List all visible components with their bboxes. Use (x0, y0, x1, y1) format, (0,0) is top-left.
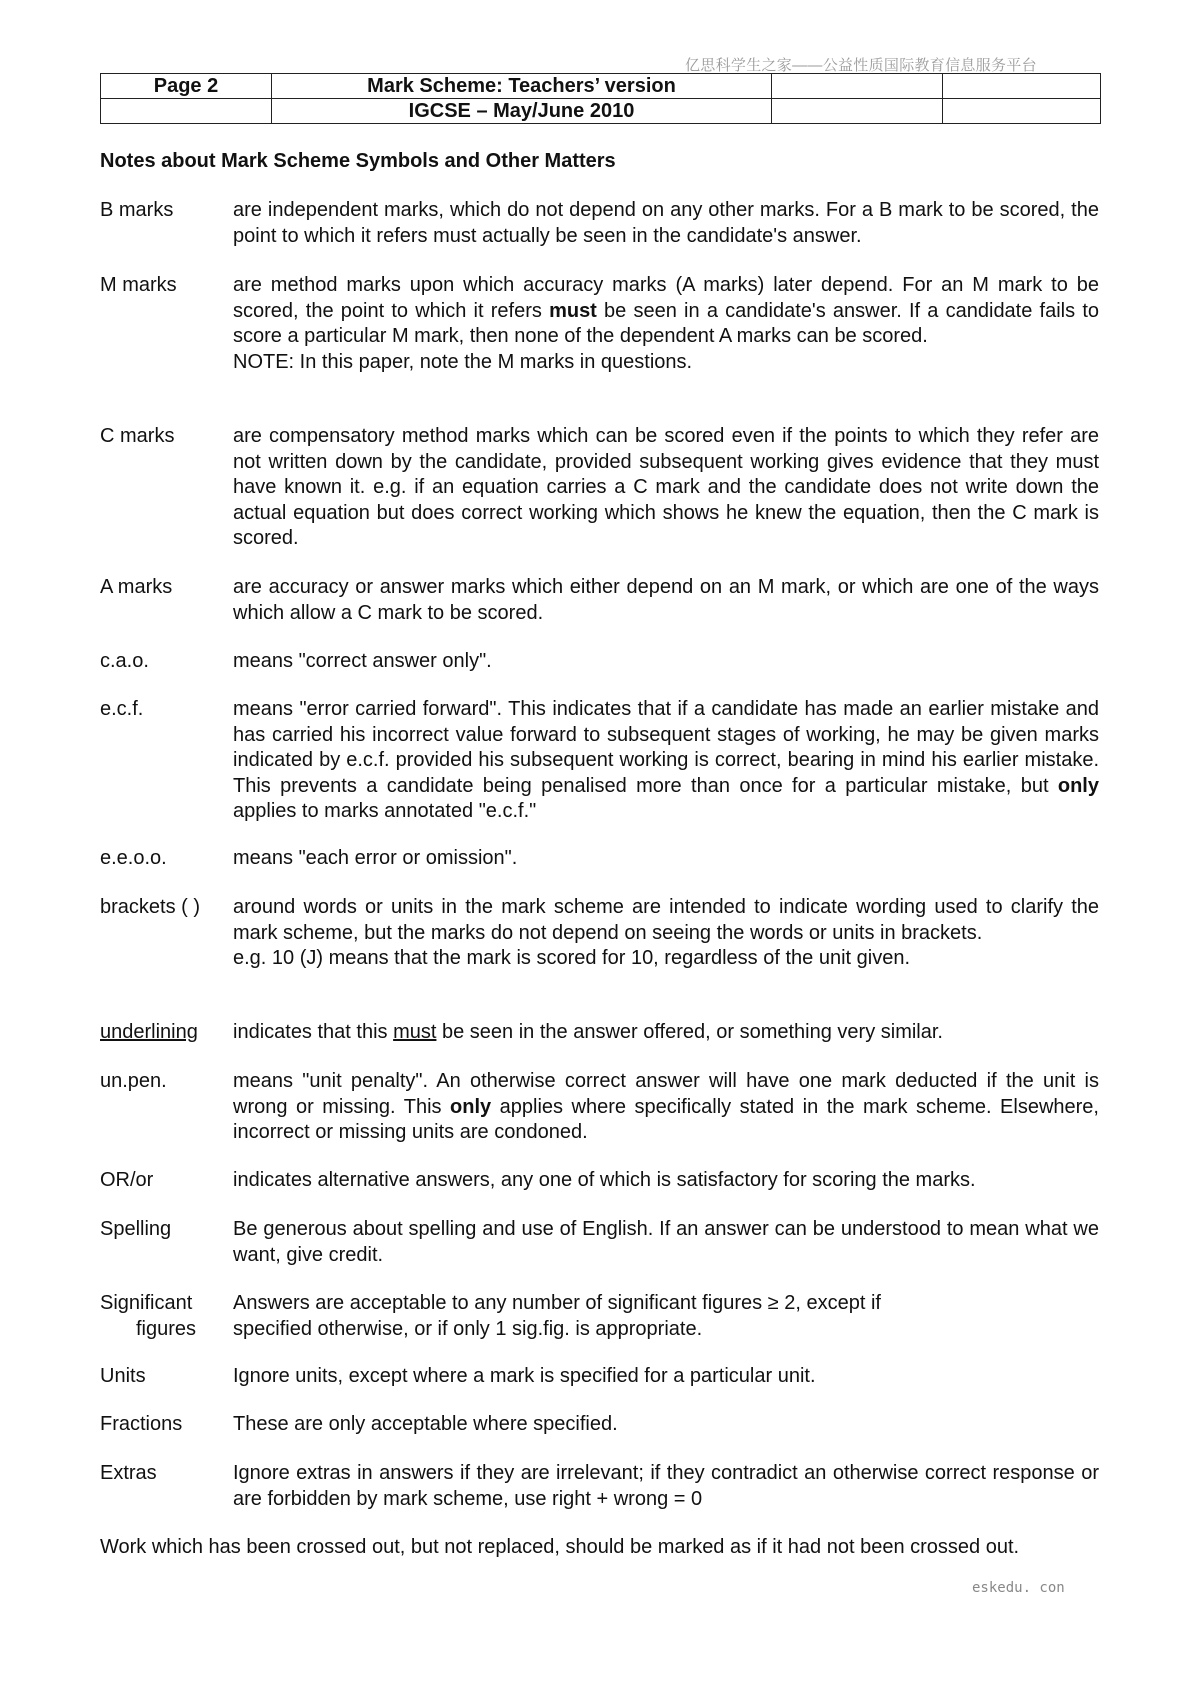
text-run: applies to marks annotated "e.c.f." (233, 800, 537, 822)
entry-definition (233, 273, 1099, 375)
entry-eeoo (100, 846, 1099, 872)
text-run: be seen in the answer offered, or something very similar. (436, 1021, 943, 1043)
entry-term: un.pen. (100, 1070, 167, 1092)
text-run: applies where specifically stated in the mark scheme. Elsewhere, incorrect or missing units are condoned. (233, 1095, 1099, 1143)
entry-cao (100, 649, 1099, 675)
text-run: means "error carried forward". This indicates that if a candidate has made an earlier mistake and has carried his incorrect value forward to subsequent stages of working, he may be given marks indicated by e.c.f. provided his subsequent working is correct, bearing in mind his earlier mistake. This prevents a candidate being penalised more than once for a particular mistake, but (233, 698, 1099, 797)
entry-definition: Ignore units, except where a mark is specified for a particular unit. (233, 1365, 816, 1387)
entry-definition: means "each error or omission". (233, 847, 518, 869)
header-empty-cell (943, 74, 1101, 99)
entry-ecf (100, 697, 1099, 825)
entry-brackets (100, 895, 1099, 972)
entry-term: Fractions (100, 1413, 183, 1435)
watermark-top: 亿思科学生之家——公益性质国际教育信息服务平台 (685, 57, 1037, 74)
header-page: Page 2 (101, 74, 272, 99)
text-run: means "unit penalty". An otherwise correct answer will have one mark deducted if the unit is wrong or missing. This (233, 1070, 1099, 1118)
entry-m-marks (100, 273, 1099, 375)
entry-example: e.g. 10 (J) means that the mark is scored for 10, regardless of the unit given. (233, 947, 911, 969)
entry-note: NOTE: In this paper, note the M marks in questions. (233, 350, 693, 373)
entry-definition (233, 895, 1099, 972)
section-title: Notes about Mark Scheme Symbols and Other Matters (100, 150, 616, 172)
entry-a-marks (100, 575, 1099, 626)
entry-term: Units (100, 1365, 146, 1387)
term-line: figures (136, 1317, 197, 1340)
header-session: IGCSE – May/June 2010 (272, 99, 772, 124)
entry-spelling (100, 1217, 1099, 1268)
entry-b-marks (100, 198, 1099, 249)
entry-term: c.a.o. (100, 650, 149, 672)
entry-definition: indicates alternative answers, any one of which is satisfactory for scoring the marks. (233, 1169, 976, 1191)
entry-underlining (100, 1020, 1099, 1046)
entry-extras (100, 1461, 1099, 1512)
entry-fractions (100, 1412, 1099, 1438)
underlined-text: must (393, 1021, 437, 1043)
header-table (100, 73, 1101, 124)
entry-unpen (100, 1069, 1099, 1146)
entry-c-marks (100, 424, 1099, 552)
bold-text: only (1057, 774, 1099, 797)
entry-definition (233, 1069, 1099, 1146)
watermark-bottom: eskedu. con (972, 1580, 1065, 1596)
text-run: be seen in a candidate's answer. If a candidate fails to score a particular M mark, then none of the dependent A marks can be scored. (233, 299, 1099, 347)
entry-definition: These are only acceptable where specified. (233, 1413, 618, 1435)
entry-term: C marks (100, 425, 175, 447)
entry-term (100, 1291, 230, 1342)
bold-text: must (549, 299, 597, 322)
text-run: Answers are acceptable to any number of significant figures ≥ 2, except if (233, 1292, 881, 1314)
text-run: indicates that this (233, 1021, 394, 1043)
entry-definition (233, 1291, 1099, 1342)
term-line: Significant (100, 1292, 193, 1314)
entry-term: B marks (100, 199, 174, 221)
closing-note: Work which has been crossed out, but not replaced, should be marked as if it had not been crossed out. (100, 1536, 1020, 1558)
entry-term: Extras (100, 1462, 157, 1484)
text-run: around words or units in the mark scheme are intended to indicate wording used to clarify the mark scheme, but the marks do not depend on seeing the words or units in brackets. (233, 896, 1099, 944)
entry-term: underlining (100, 1021, 198, 1043)
header-empty-cell (101, 99, 272, 124)
header-empty-cell (772, 99, 943, 124)
header-title: Mark Scheme: Teachers’ version (272, 74, 772, 99)
entry-definition (233, 1020, 1099, 1046)
entry-definition: Ignore extras in answers if they are irrelevant; if they contradict an otherwise correct response or are forbidden by mark scheme, use right + wrong = 0 (233, 1462, 1099, 1510)
entry-definition: are accuracy or answer marks which either depend on an M mark, or which are one of the ways which allow a C mark to be scored. (233, 576, 1099, 624)
entry-definition: means "correct answer only". (233, 650, 492, 672)
header-empty-cell (772, 74, 943, 99)
entry-significant-figures (100, 1291, 1099, 1342)
bold-text: only (450, 1095, 492, 1118)
text-run: are method marks upon which accuracy marks (A marks) later depend. For an M mark to be scored, the point to which it refers (233, 274, 1099, 322)
entry-term: e.e.o.o. (100, 847, 167, 869)
entry-definition (233, 697, 1099, 825)
header-empty-cell (943, 99, 1101, 124)
entry-units (100, 1364, 1099, 1390)
entry-term: OR/or (100, 1169, 154, 1191)
entry-term: M marks (100, 274, 177, 296)
entry-term: brackets ( ) (100, 896, 201, 918)
entry-term: A marks (100, 576, 173, 598)
entry-term: Spelling (100, 1218, 172, 1240)
entry-definition: Be generous about spelling and use of English. If an answer can be understood to mean what we want, give credit. (233, 1218, 1099, 1266)
entry-definition: are compensatory method marks which can be scored even if the points to which they refer are not written down by the candidate, provided subsequent working gives evidence that they must have known it. e.g. if an equation carries a C mark and the candidate does not write down the actual equation but does correct working which shows he knew the equation, then the C mark is scored. (233, 425, 1099, 549)
entry-definition: are independent marks, which do not depend on any other marks. For a B mark to be scored, the point to which it refers must actually be seen in the candidate's answer. (233, 199, 1099, 247)
entry-term: e.c.f. (100, 698, 144, 720)
entry-or (100, 1168, 1099, 1194)
text-run: specified otherwise, or if only 1 sig.fig. is appropriate. (233, 1317, 703, 1340)
